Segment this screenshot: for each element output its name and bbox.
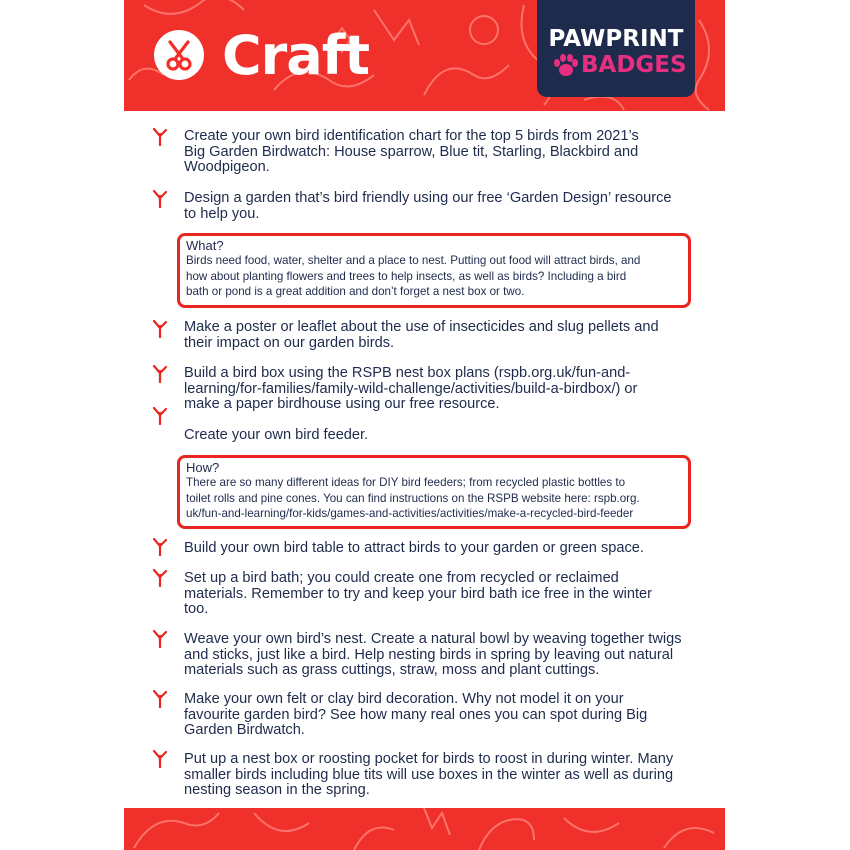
- logo-text-pawprint: PAWPRINT: [548, 26, 684, 52]
- bird-footprint-icon: [152, 569, 168, 587]
- pawprint-badges-logo: [537, 0, 695, 97]
- bird-footprint-icon: [152, 630, 168, 648]
- list-item: [184, 191, 704, 222]
- list-item: [184, 320, 704, 351]
- bird-footprint-icon: [152, 190, 168, 208]
- bird-footprint-icon: [152, 538, 168, 556]
- activity-sheet: [124, 0, 725, 850]
- info-box-what: [177, 233, 691, 308]
- list-item-text: Create your own bird feeder.: [184, 427, 369, 443]
- list-item-text: Design a garden that’s bird friendly using our free ‘Garden Design’ resource to help you.: [184, 190, 672, 222]
- list-item: [184, 632, 704, 679]
- list-item: [184, 129, 704, 176]
- paw-icon: [553, 54, 579, 78]
- list-item-text: Make a poster or leaflet about the use of insecticides and slug pellets and their impact on our garden birds.: [184, 319, 659, 351]
- bird-footprint-icon: [152, 690, 168, 708]
- logo-text-badges: BADGES: [581, 52, 687, 78]
- list-item: [184, 692, 704, 739]
- footer-banner: [124, 808, 725, 850]
- header-banner: [124, 0, 725, 111]
- list-item-text: Make your own felt or clay bird decoration. Why not model it on your favourite garden bird? See how many real ones you can spot during Big Garden Birdwatch.: [184, 691, 648, 738]
- list-item-text: Build your own bird table to attract birds to your garden or green space.: [184, 540, 644, 556]
- bird-footprint-icon: [152, 365, 168, 383]
- list-item: [184, 541, 704, 557]
- scissors-icon: [154, 30, 204, 80]
- list-item-text: Build a bird box using the RSPB nest box plans (rspb.org.uk/fun-and- learning/for-families/family-wild-challenge/activities/build-a-birdbox/) or make a paper birdhouse using our free resource.: [184, 365, 638, 412]
- list-item-text: Set up a bird bath; you could create one from recycled or reclaimed materials. Remember to try and keep your bird bath ice free in the winter too.: [184, 570, 653, 617]
- footer-doodle-pattern: [124, 808, 725, 850]
- bird-footprint-icon: [152, 407, 168, 425]
- list-item-text: Put up a nest box or roosting pocket for birds to roost in during winter. Many smaller birds including blue tits will use boxes in the winter as well as during nesting season in the spring.: [184, 751, 674, 798]
- bird-footprint-icon: [152, 320, 168, 338]
- list-item-text: Create your own bird identification chart for the top 5 birds from 2021’s Big Garden Birdwatch: House sparrow, Blue tit, Starling, Blackbird and Woodpigeon.: [184, 128, 639, 175]
- info-box-body: Birds need food, water, shelter and a place to nest. Putting out food will attract birds, and how about planting flowers and trees to help insects, as well as birds? Including a bird bath or pond is a great addition and don’t forget a nest box or two.: [186, 254, 641, 299]
- info-box-heading: What?: [186, 238, 224, 253]
- page-title: Craft: [222, 24, 370, 87]
- bird-footprint-icon: [152, 128, 168, 146]
- info-box-body: There are so many different ideas for DIY bird feeders; from recycled plastic bottles to toilet rolls and pine cones. You can find instructions on the RSPB website here: rspb.org. uk/fun-and-learning/for-kids/games-and-activities/activities/make-a-recycled-bird-feeder: [186, 476, 640, 521]
- info-box-heading: How?: [186, 460, 220, 475]
- list-item: [184, 366, 704, 413]
- info-box-how: [177, 455, 691, 529]
- list-item: [184, 571, 704, 618]
- list-item: [184, 428, 704, 444]
- list-item: [184, 752, 704, 799]
- list-item-text: Weave your own bird’s nest. Create a natural bowl by weaving together twigs and sticks, just like a bird. Help nesting birds in spring by leaving out natural materials such as grass cuttings, straw, moss and plant cuttings.: [184, 631, 682, 678]
- bird-footprint-icon: [152, 750, 168, 768]
